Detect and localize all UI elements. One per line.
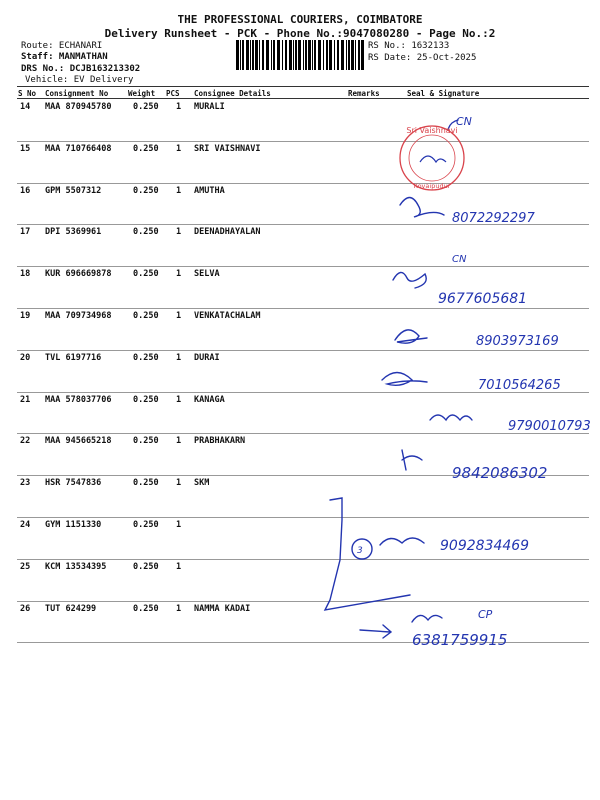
- signature-24: [380, 538, 424, 545]
- col-consignee: Consignee Details: [194, 89, 271, 98]
- row-divider: [17, 183, 589, 184]
- signature-16: [400, 198, 444, 218]
- row-weight: 0.250: [133, 102, 159, 112]
- phone-21: 9790010793: [508, 419, 591, 434]
- col-weight: Weight: [128, 89, 156, 98]
- note-24: 3: [357, 546, 363, 556]
- row-divider: [17, 601, 589, 602]
- row-weight: 0.250: [133, 520, 159, 530]
- row-divider: [17, 642, 589, 643]
- row-consignee: MURALI: [194, 102, 225, 112]
- row-sno: 25: [20, 561, 31, 572]
- row-pcs: 1: [176, 352, 182, 363]
- row-pcs: 1: [176, 185, 182, 196]
- row-consignment: MAA 710766408: [45, 143, 112, 154]
- row-divider: [17, 559, 589, 560]
- col-seal: Seal & Signature: [407, 89, 480, 98]
- arrow-mark: [360, 625, 391, 638]
- stamp-text: Sri Vaishnavi: [406, 126, 458, 135]
- row-consignee: VENKATACHALAM: [194, 311, 261, 321]
- cn-note-1: CN: [456, 115, 472, 128]
- row-sno: 26: [20, 603, 31, 614]
- row-divider: [17, 224, 589, 225]
- row-pcs: 1: [176, 269, 182, 280]
- row-consignment: DPI 5369961: [45, 227, 102, 238]
- rs-number: RS No.: 1632133: [368, 41, 450, 51]
- row-weight: 0.250: [133, 603, 159, 614]
- phone-19: 8903973169: [476, 334, 559, 349]
- signature-19: [395, 330, 427, 343]
- phone-20: 7010564265: [478, 378, 561, 393]
- col-pcs: PCS: [166, 89, 180, 98]
- row-weight: 0.250: [133, 561, 159, 572]
- row-consignee: AMUTHA: [194, 185, 225, 196]
- stamp-seal: [400, 126, 464, 190]
- row-divider: [17, 392, 589, 393]
- stamp-bottom-text: Kovaipudur: [413, 182, 451, 190]
- row-pcs: 1: [176, 102, 182, 112]
- cp-note: CP: [478, 608, 493, 621]
- row-weight: 0.250: [133, 227, 159, 238]
- row-consignee: NAMMA KADAI: [194, 603, 251, 614]
- row-weight: 0.250: [133, 311, 159, 321]
- row-consignee: SKM: [194, 478, 210, 489]
- row-consignee: KANAGA: [194, 394, 225, 405]
- row-consignment: TUT 624299: [45, 603, 97, 614]
- row-consignment: GPM 5507312: [45, 185, 102, 196]
- row-consignment: GYM 1151330: [45, 520, 102, 530]
- row-sno: 16: [20, 185, 31, 196]
- row-weight: 0.250: [133, 185, 159, 196]
- row-consignment: MAA 709734968: [45, 311, 112, 321]
- signature-22: [402, 450, 422, 470]
- row-pcs: 1: [176, 311, 182, 321]
- row-consignment: MAA 578037706: [45, 394, 112, 405]
- row-consignment: MAA 870945780: [45, 102, 112, 112]
- phone-24: 9092834469: [440, 538, 530, 554]
- runsheet-subtitle: Delivery Runsheet - PCK - Phone No.:9047080280 - Page No.:2: [104, 27, 496, 40]
- col-sno: S No: [18, 89, 37, 98]
- row-divider: [17, 475, 589, 476]
- row-sno: 17: [20, 227, 31, 238]
- drs-number: DRS No.: DCJB163213302: [21, 64, 141, 74]
- row-sno: 19: [20, 311, 31, 321]
- vehicle-label: Vehicle: EV Delivery: [25, 75, 134, 85]
- barcode-image: [236, 40, 364, 70]
- row-pcs: 1: [176, 436, 182, 447]
- row-divider: [17, 350, 589, 351]
- circle-mark: [352, 539, 372, 559]
- signature-26: [412, 615, 442, 622]
- row-weight: 0.250: [133, 394, 159, 405]
- header-top-rule: [17, 86, 589, 87]
- row-pcs: 1: [176, 478, 182, 489]
- header-bottom-rule: [17, 98, 589, 99]
- row-pcs: 1: [176, 520, 182, 530]
- row-sno: 23: [20, 478, 31, 489]
- row-sno: 21: [20, 394, 31, 405]
- row-consignment: TVL 6197716: [45, 352, 102, 363]
- row-divider: [17, 308, 589, 309]
- row-pcs: 1: [176, 561, 182, 572]
- row-pcs: 1: [176, 143, 182, 154]
- row-sno: 14: [20, 102, 31, 112]
- row-sno: 24: [20, 520, 31, 530]
- cn-note-2: CN: [452, 254, 467, 265]
- cn-stroke: [448, 120, 458, 130]
- row-weight: 0.250: [133, 352, 159, 363]
- company-title: THE PROFESSIONAL COURIERS, COIMBATORE: [177, 13, 423, 26]
- col-consignment: Consignment No: [45, 89, 109, 98]
- row-divider: [17, 266, 589, 267]
- phone-18: 9677605681: [438, 291, 528, 307]
- row-consignee: SELVA: [194, 269, 220, 280]
- row-consignee: DURAI: [194, 352, 220, 363]
- route-label: Route: ECHANARI: [21, 41, 103, 51]
- phone-26: 6381759915: [412, 631, 508, 649]
- row-consignee: PRABHAKARN: [194, 436, 246, 447]
- row-pcs: 1: [176, 394, 182, 405]
- phone-22: 9842086302: [452, 464, 548, 482]
- row-consignment: KUR 696669878: [45, 269, 112, 280]
- row-weight: 0.250: [133, 143, 159, 154]
- signature-21: [430, 415, 472, 420]
- bracket-stroke: [325, 498, 410, 610]
- row-divider: [17, 141, 589, 142]
- row-consignee: SRI VAISHNAVI: [194, 143, 261, 154]
- phone-16: 8072292297: [452, 211, 535, 226]
- row-weight: 0.250: [133, 269, 159, 280]
- row-sno: 20: [20, 352, 31, 363]
- row-consignment: MAA 945665218: [45, 436, 112, 447]
- row-weight: 0.250: [133, 436, 159, 447]
- row-sno: 18: [20, 269, 31, 280]
- staff-label: Staff: MANMATHAN: [21, 52, 108, 62]
- row-sno: 15: [20, 143, 31, 154]
- row-consignment: KCM 13534395: [45, 561, 107, 572]
- row-weight: 0.250: [133, 478, 159, 489]
- row-consignee: DEENADHAYALAN: [194, 227, 261, 238]
- signature-20: [382, 373, 427, 386]
- row-consignment: HSR 7547836: [45, 478, 102, 489]
- signature-18: [393, 272, 426, 288]
- rs-date: RS Date: 25-Oct-2025: [368, 53, 477, 63]
- col-remarks: Remarks: [348, 89, 380, 98]
- row-divider: [17, 433, 589, 434]
- row-divider: [17, 517, 589, 518]
- row-pcs: 1: [176, 227, 182, 238]
- row-pcs: 1: [176, 603, 182, 614]
- row-sno: 22: [20, 436, 31, 447]
